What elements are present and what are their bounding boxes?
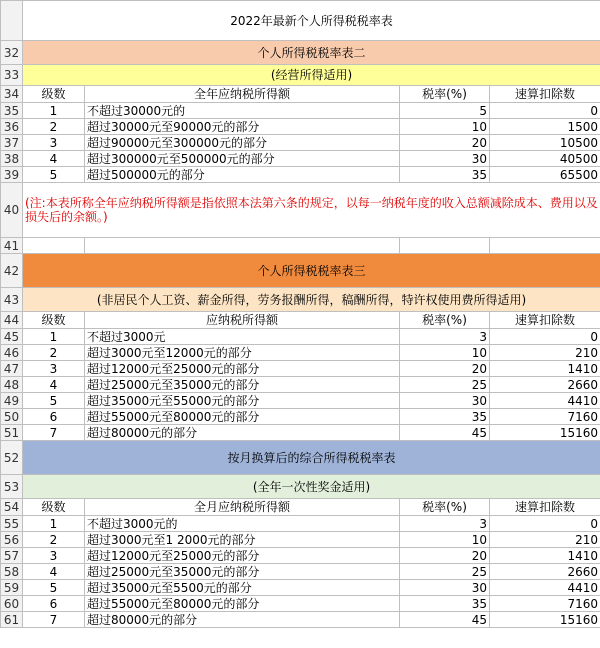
cell-rate[interactable]: 20 [400,548,490,564]
cell-rate[interactable]: 25 [400,377,490,393]
cell-level[interactable]: 6 [23,596,85,612]
cell-level[interactable]: 2 [23,532,85,548]
cell-level[interactable]: 4 [23,377,85,393]
cell-income[interactable]: 超过80000元的部分 [85,425,400,441]
cell-deduction[interactable]: 7160 [490,409,600,425]
cell-rate[interactable]: 45 [400,425,490,441]
header-level[interactable]: 级数 [23,312,85,329]
table-row [1,361,600,377]
row-number[interactable]: 46 [1,345,23,361]
table-row [1,596,600,612]
cell-rate[interactable]: 10 [400,345,490,361]
row-number[interactable]: 58 [1,564,23,580]
cell-deduction[interactable]: 0 [490,329,600,345]
cell-income[interactable]: 超过25000元至35000元的部分 [85,564,400,580]
header-level[interactable]: 级数 [23,86,85,103]
header-rate[interactable]: 税率(%) [400,499,490,516]
row-number[interactable]: 40 [1,183,23,238]
section2-title[interactable]: 个人所得税税率表三 [23,254,600,288]
table-row [1,103,600,119]
table-row [1,612,600,628]
empty-cell[interactable] [85,238,400,254]
row-number[interactable]: 38 [1,151,23,167]
empty-cell[interactable] [400,238,490,254]
row-number[interactable]: 57 [1,548,23,564]
cell-rate[interactable]: 3 [400,329,490,345]
cell-deduction[interactable]: 2660 [490,564,600,580]
cell-income[interactable]: 超过90000元至300000元的部分 [85,135,400,151]
cell-rate[interactable]: 20 [400,361,490,377]
cell-level[interactable]: 1 [23,103,85,119]
cell-deduction[interactable]: 210 [490,345,600,361]
row-number[interactable]: 32 [1,41,23,65]
cell-level[interactable]: 2 [23,119,85,135]
table-row [1,516,600,532]
cell-deduction[interactable]: 4410 [490,393,600,409]
table-row [1,135,600,151]
cell-income[interactable]: 超过300000元至500000元的部分 [85,151,400,167]
row-number[interactable]: 56 [1,532,23,548]
row-number[interactable]: 47 [1,361,23,377]
cell-deduction[interactable]: 10500 [490,135,600,151]
cell-income[interactable]: 超过55000元至80000元的部分 [85,596,400,612]
blank-row [1,238,600,254]
cell-deduction[interactable]: 210 [490,532,600,548]
table-row [1,580,600,596]
header-deduction[interactable]: 速算扣除数 [490,499,600,516]
cell-level[interactable]: 7 [23,612,85,628]
cell-deduction[interactable]: 0 [490,516,600,532]
cell-deduction[interactable]: 0 [490,103,600,119]
cell-level[interactable]: 1 [23,329,85,345]
note-row [1,183,600,238]
row-number[interactable]: 52 [1,441,23,475]
cell-level[interactable]: 3 [23,135,85,151]
header-income[interactable]: 全月应纳税所得额 [85,499,400,516]
cell-income[interactable]: 超过35000元至55000元的部分 [85,393,400,409]
table-row [1,167,600,183]
table-row [1,548,600,564]
sheet-title[interactable]: 2022年最新个人所得税税率表 [23,1,600,41]
table-row [1,119,600,135]
cell-level[interactable]: 2 [23,345,85,361]
cell-level[interactable]: 7 [23,425,85,441]
row-number[interactable]: 51 [1,425,23,441]
cell-deduction[interactable]: 2660 [490,377,600,393]
row-number[interactable]: 44 [1,312,23,329]
cell-rate[interactable]: 35 [400,167,490,183]
table-row [1,409,600,425]
header-income[interactable]: 应纳税所得额 [85,312,400,329]
cell-rate[interactable]: 35 [400,596,490,612]
cell-rate[interactable]: 10 [400,532,490,548]
cell-deduction[interactable]: 15160 [490,612,600,628]
cell-deduction[interactable]: 1500 [490,119,600,135]
row-number[interactable]: 60 [1,596,23,612]
cell-income[interactable]: 超过3000元至12000元的部分 [85,345,400,361]
row-number[interactable]: 33 [1,65,23,86]
section2-title-row [1,254,600,288]
cell-level[interactable]: 5 [23,393,85,409]
cell-income[interactable]: 超过25000元至35000元的部分 [85,377,400,393]
section2-subtitle[interactable]: (非居民个人工资、薪金所得，劳务报酬所得，稿酬所得，特许权使用费所得适用) [23,288,600,312]
spreadsheet-body [1,1,600,628]
cell-income[interactable]: 超过12000元至25000元的部分 [85,361,400,377]
cell-income[interactable]: 超过500000元的部分 [85,167,400,183]
row-number[interactable]: 35 [1,103,23,119]
header-deduction[interactable]: 速算扣除数 [490,86,600,103]
row-number[interactable]: 37 [1,135,23,151]
cell-income[interactable]: 不超过3000元 [85,329,400,345]
header-rate[interactable]: 税率(%) [400,312,490,329]
section1-subtitle[interactable]: (经营所得适用) [23,65,600,86]
row-number[interactable]: 53 [1,475,23,499]
cell-level[interactable]: 5 [23,167,85,183]
cell-income[interactable]: 超过12000元至25000元的部分 [85,548,400,564]
cell-deduction[interactable]: 15160 [490,425,600,441]
cell-rate[interactable]: 30 [400,393,490,409]
header-level[interactable]: 级数 [23,499,85,516]
row-number[interactable]: 50 [1,409,23,425]
cell-income[interactable]: 不超过30000元的 [85,103,400,119]
section1-title[interactable]: 个人所得税税率表二 [23,41,600,65]
cell-rate[interactable]: 5 [400,103,490,119]
cell-rate[interactable]: 10 [400,119,490,135]
section3-subtitle-row [1,475,600,499]
row-number[interactable]: 42 [1,254,23,288]
header-rate[interactable]: 税率(%) [400,86,490,103]
cell-deduction[interactable]: 1410 [490,548,600,564]
cell-level[interactable]: 3 [23,548,85,564]
table-row [1,329,600,345]
row-number[interactable]: 39 [1,167,23,183]
cell-level[interactable]: 1 [23,516,85,532]
title-row [1,1,600,41]
cell-income[interactable]: 超过30000元至90000元的部分 [85,119,400,135]
cell-level[interactable]: 4 [23,151,85,167]
table-row [1,532,600,548]
section1-note[interactable]: (注:本表所称全年应纳税所得额是指依照本法第六条的规定，以每一纳税年度的收入总额减除成本、费用以及损失后的余额。) [23,183,600,238]
cell-income[interactable]: 超过80000元的部分 [85,612,400,628]
table-row [1,564,600,580]
cell-deduction[interactable]: 4410 [490,580,600,596]
cell-level[interactable]: 4 [23,564,85,580]
section1-header-row [1,86,600,103]
cell-rate[interactable]: 25 [400,564,490,580]
row-number[interactable]: 36 [1,119,23,135]
row-number[interactable]: 55 [1,516,23,532]
section2-subtitle-row [1,288,600,312]
row-number[interactable]: 54 [1,499,23,516]
cell-deduction[interactable]: 7160 [490,596,600,612]
table-row [1,393,600,409]
cell-level[interactable]: 5 [23,580,85,596]
cell-deduction[interactable]: 40500 [490,151,600,167]
cell-rate[interactable]: 30 [400,151,490,167]
table-row [1,425,600,441]
header-deduction[interactable]: 速算扣除数 [490,312,600,329]
cell-rate[interactable]: 45 [400,612,490,628]
cell-income[interactable]: 超过3000元至1 2000元的部分 [85,532,400,548]
section1-subtitle-row [1,65,600,86]
cell-income[interactable]: 不超过3000元的 [85,516,400,532]
empty-cell[interactable] [23,238,85,254]
row-number[interactable] [1,1,23,41]
cell-deduction[interactable]: 1410 [490,361,600,377]
cell-level[interactable]: 6 [23,409,85,425]
row-number[interactable]: 45 [1,329,23,345]
cell-rate[interactable]: 35 [400,409,490,425]
table-row [1,151,600,167]
cell-income[interactable]: 超过55000元至80000元的部分 [85,409,400,425]
cell-rate[interactable]: 20 [400,135,490,151]
section3-subtitle[interactable]: (全年一次性奖金适用) [23,475,600,499]
row-number[interactable]: 59 [1,580,23,596]
section2-header-row [1,312,600,329]
section3-title[interactable]: 按月换算后的综合所得税税率表 [23,441,600,475]
section3-header-row [1,499,600,516]
section1-title-row [1,41,600,65]
header-income[interactable]: 全年应纳税所得额 [85,86,400,103]
table-row [1,345,600,361]
row-number[interactable]: 48 [1,377,23,393]
row-number[interactable]: 49 [1,393,23,409]
table-row [1,377,600,393]
empty-cell[interactable] [490,238,600,254]
row-number[interactable]: 34 [1,86,23,103]
row-number[interactable]: 41 [1,238,23,254]
cell-deduction[interactable]: 65500 [490,167,600,183]
row-number[interactable]: 43 [1,288,23,312]
row-number[interactable]: 61 [1,612,23,628]
cell-rate[interactable]: 30 [400,580,490,596]
section3-title-row [1,441,600,475]
cell-rate[interactable]: 3 [400,516,490,532]
cell-income[interactable]: 超过35000元至5500元的部分 [85,580,400,596]
cell-level[interactable]: 3 [23,361,85,377]
